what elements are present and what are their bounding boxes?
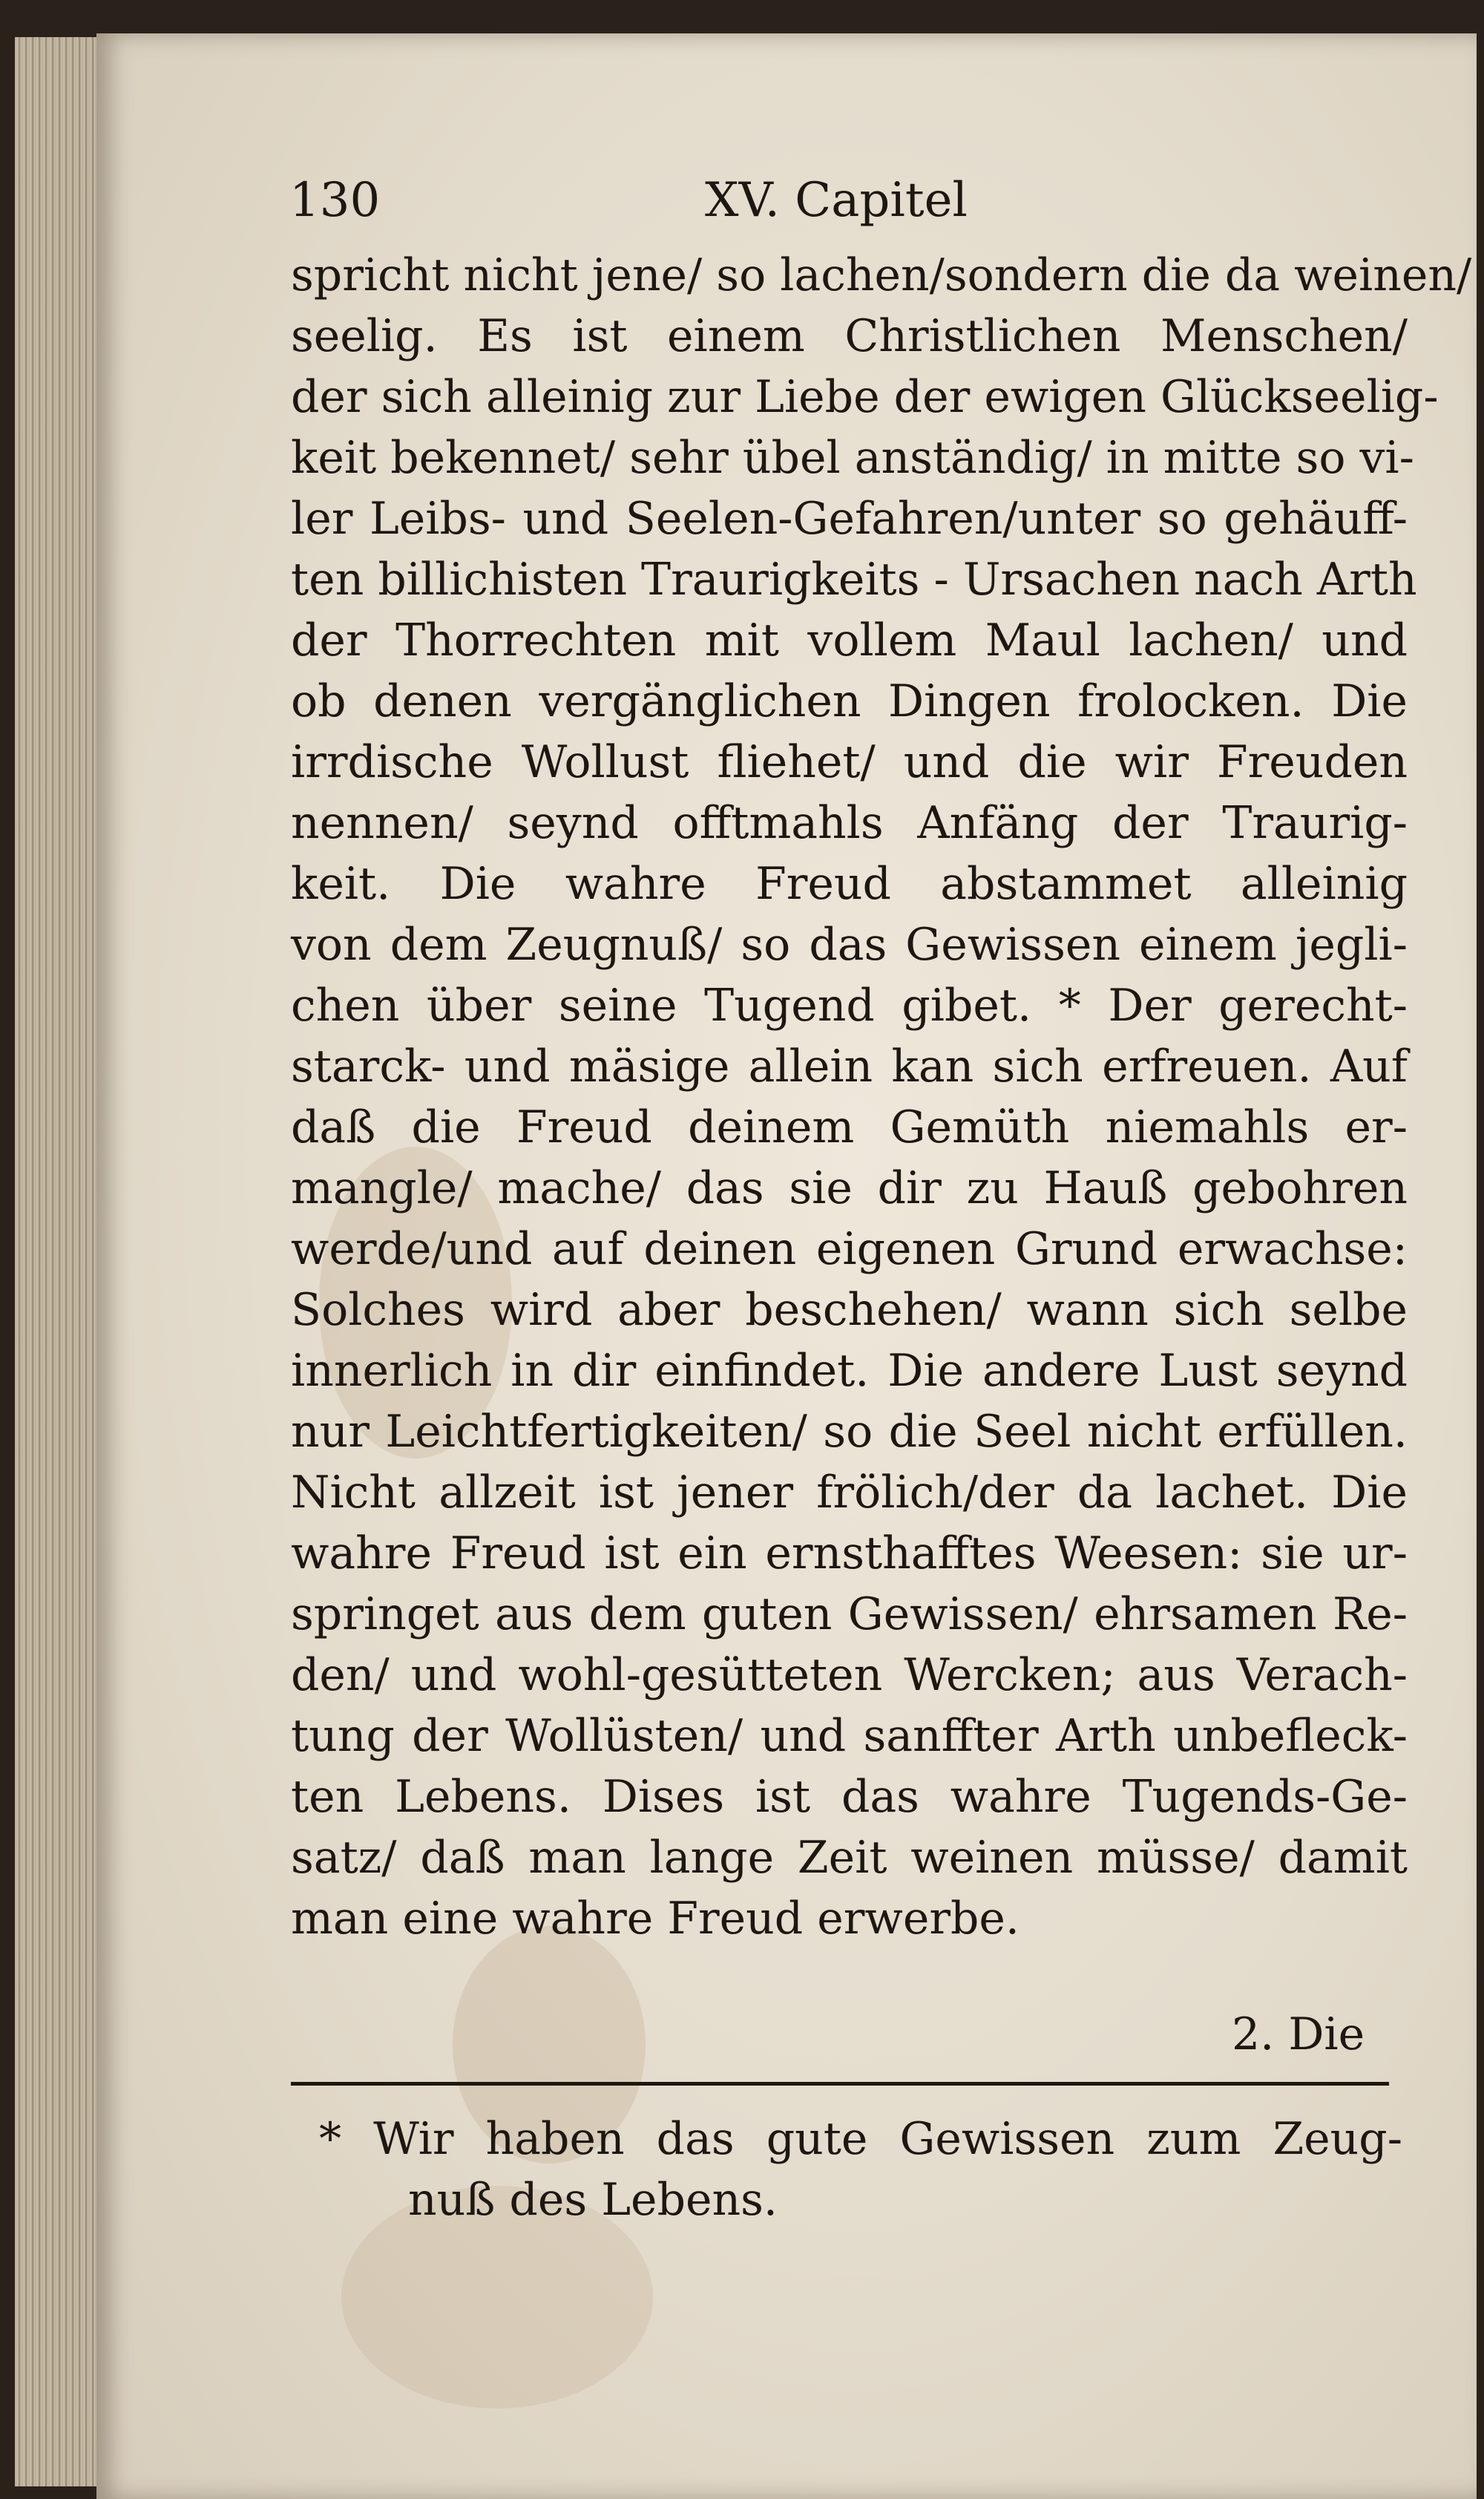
text-line: mangle/ mache/ das sie dir zu Hauß gebohren	[291, 1162, 1408, 1214]
text-line: von dem Zeugnuß/ so das Gewissen einem jegli-	[291, 919, 1408, 971]
text-line: der sich alleinig zur Liebe der ewigen Glückseelig-	[291, 371, 1439, 423]
text-line: Nicht allzeit ist jener frölich/der da lachet. Die	[291, 1467, 1408, 1519]
text-line: nur Leichtfertigkeiten/ so die Seel nicht erfüllen.	[291, 1406, 1408, 1458]
text-line: der Thorrechten mit vollem Maul lachen/ und	[291, 615, 1408, 666]
text-line: irrdische Wollust fliehet/ und die wir Freuden	[291, 736, 1408, 788]
text-line: satz/ daß man lange Zeit weinen müsse/ damit	[291, 1832, 1408, 1884]
text-line: starck- und mäsige allein kan sich erfreuen. Auf	[291, 1041, 1408, 1093]
footnote	[319, 2108, 1402, 2230]
text-line: springet aus dem guten Gewissen/ ehrsamen Re-	[291, 1588, 1408, 1640]
footnote-line: nuß des Lebens.	[408, 2174, 778, 2226]
text-line: chen über seine Tugend gibet. * Der gerecht-	[291, 980, 1408, 1032]
text-line: ob denen vergänglichen Dingen frolocken. Die	[291, 675, 1408, 727]
text-line: wahre Freud ist ein ernsthafftes Weesen: sie ur-	[291, 1527, 1408, 1579]
footnote-rule	[291, 2082, 1389, 2086]
text-line: man eine wahre Freud erwerbe.	[291, 1893, 1020, 1945]
running-title: XV. Capitel	[705, 173, 968, 228]
text-line: spricht nicht jene/ so lachen/sondern die da weinen/	[291, 249, 1472, 301]
text-line: ten billichisten Traurigkeits - Ursachen nach Arth	[291, 554, 1417, 606]
page-number: 130	[289, 173, 381, 228]
footnote-line: * Wir haben das gute Gewissen zum Zeug-	[319, 2113, 1402, 2165]
text-line: daß die Freud deinem Gemüth niemahls er-	[291, 1101, 1408, 1153]
text-line: ler Leibs- und Seelen-Gefahren/unter so gehäuff-	[291, 493, 1408, 545]
text-line: keit bekennet/ sehr übel anständig/ in mitte so vi-	[291, 432, 1414, 484]
text-line: ten Lebens. Dises ist das wahre Tugends-Ge-	[291, 1771, 1408, 1823]
text-line: Solches wird aber beschehen/ wann sich selbe	[291, 1284, 1408, 1336]
text-line: tung der Wollüsten/ und sanffter Arth unbefleck-	[291, 1710, 1408, 1762]
catchword: 2. Die	[1232, 2008, 1365, 2060]
text-line: den/ und wohl-gesütteten Wercken; aus Verach-	[291, 1649, 1408, 1701]
text-line: keit. Die wahre Freud abstammet alleinig	[291, 858, 1408, 910]
text-line: innerlich in dir einfindet. Die andere Lust seynd	[291, 1345, 1408, 1397]
text-line: nennen/ seynd offtmahls Anfäng der Traurig-	[291, 797, 1408, 849]
text-line: seelig. Es ist einem Christlichen Menschen/	[291, 310, 1408, 362]
text-line: werde/und auf deinen eigenen Grund erwachse:	[291, 1223, 1408, 1275]
page-header	[289, 171, 1410, 230]
body-text	[291, 245, 1472, 1949]
